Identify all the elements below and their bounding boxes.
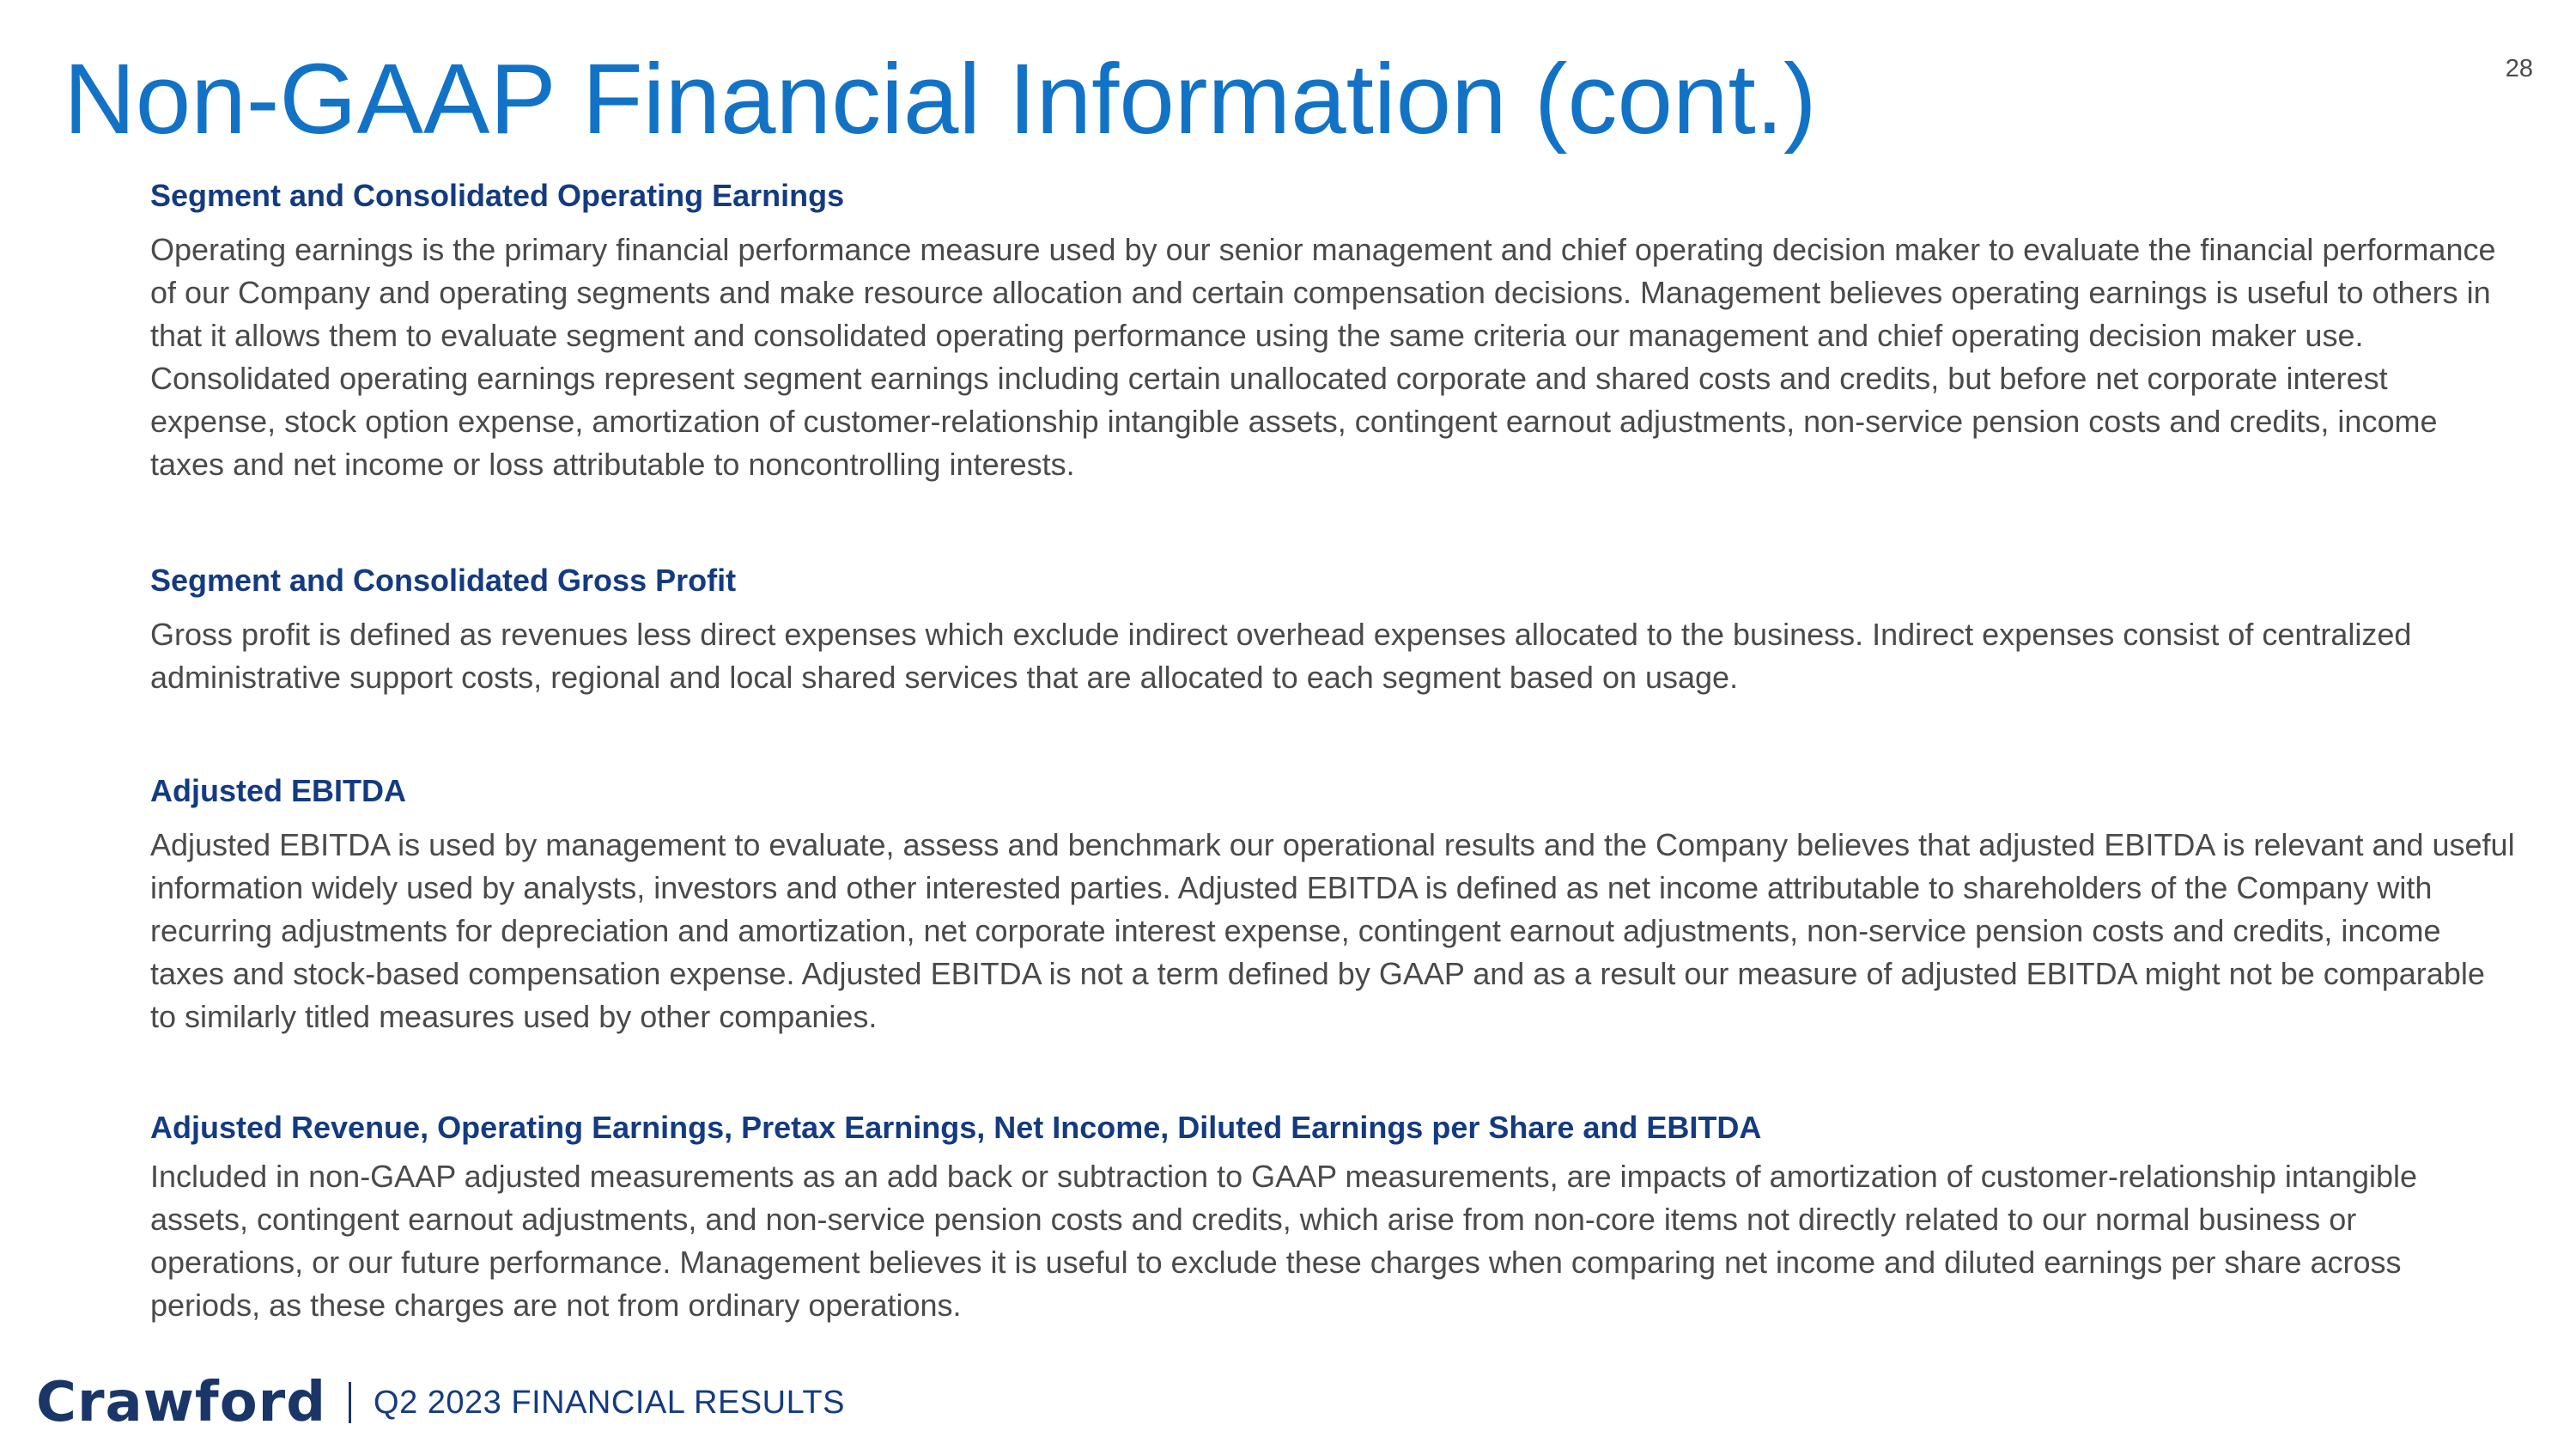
section-gross-profit bbox=[150, 561, 2516, 699]
section-heading: Segment and Consolidated Gross Profit bbox=[150, 563, 737, 598]
section-body: Operating earnings is the primary financial performance measure used by our senior management and chief operating decision maker to evaluate the financial performance of our Company and operating segments and make resource allocation and certain compensation decisions. Management believes operating earnings is useful to others in that it allows them to evaluate segment and consolidated operating performance using the same criteria our management and chief operating decision maker use. Consolidated operating earnings represent segment earnings including certain unallocated corporate and shared costs and credits, but before net corporate interest expense, stock option expense, amortization of customer-relationship intangible assets, contingent earnout adjustments, non-service pension costs and credits, income taxes and net income or loss attributable to noncontrolling interests. bbox=[150, 232, 2496, 482]
section-operating-earnings bbox=[150, 176, 2516, 486]
section-body: Included in non-GAAP adjusted measurements as an add back or subtraction to GAAP measurements, are impacts of amortization of customer-relationship intangible assets, contingent earnout adjustments, and non-service pension costs and credits, which arise from non-core items not directly related to our normal business or operations, or our future performance. Management believes it is useful to exclude these charges when comparing net income and diluted earnings per share across periods, as these charges are not from ordinary operations. bbox=[150, 1159, 2418, 1323]
page-title: Non-GAAP Financial Information (cont.) bbox=[64, 43, 1817, 155]
section-adjusted-ebitda bbox=[150, 771, 2516, 1038]
footer-report-label: Q2 2023 FINANCIAL RESULTS bbox=[374, 1384, 845, 1421]
crawford-logo: Crawford bbox=[36, 1371, 327, 1434]
section-body: Adjusted EBITDA is used by management to evaluate, assess and benchmark our operational results and the Company believes that adjusted EBITDA is relevant and useful information widely used by analysts, investors and other interested parties. Adjusted EBITDA is defined as net income attributable to shareholders of the Company with recurring adjustments for depreciation and amortization, net corporate interest expense, contingent earnout adjustments, non-service pension costs and credits, income taxes and stock-based compensation expense. Adjusted EBITDA is not a term defined by GAAP and as a result our measure of adjusted EBITDA might not be comparable to similarly titled measures used by other companies. bbox=[150, 827, 2515, 1034]
footer bbox=[36, 1373, 845, 1433]
section-heading: Adjusted Revenue, Operating Earnings, Pretax Earnings, Net Income, Diluted Earnings per Share and EBITDA bbox=[150, 1110, 1762, 1145]
page-number: 28 bbox=[2505, 55, 2533, 82]
section-heading: Adjusted EBITDA bbox=[150, 773, 407, 808]
section-body: Gross profit is defined as revenues less direct expenses which exclude indirect overhead expenses allocated to the business. Indirect expenses consist of centralized administrative support costs, regional and local shared services that are allocated to each segment based on usage. bbox=[150, 617, 2412, 695]
footer-divider bbox=[349, 1382, 351, 1423]
section-adjusted-measures bbox=[150, 1108, 2516, 1327]
section-heading: Segment and Consolidated Operating Earnings bbox=[150, 178, 845, 213]
